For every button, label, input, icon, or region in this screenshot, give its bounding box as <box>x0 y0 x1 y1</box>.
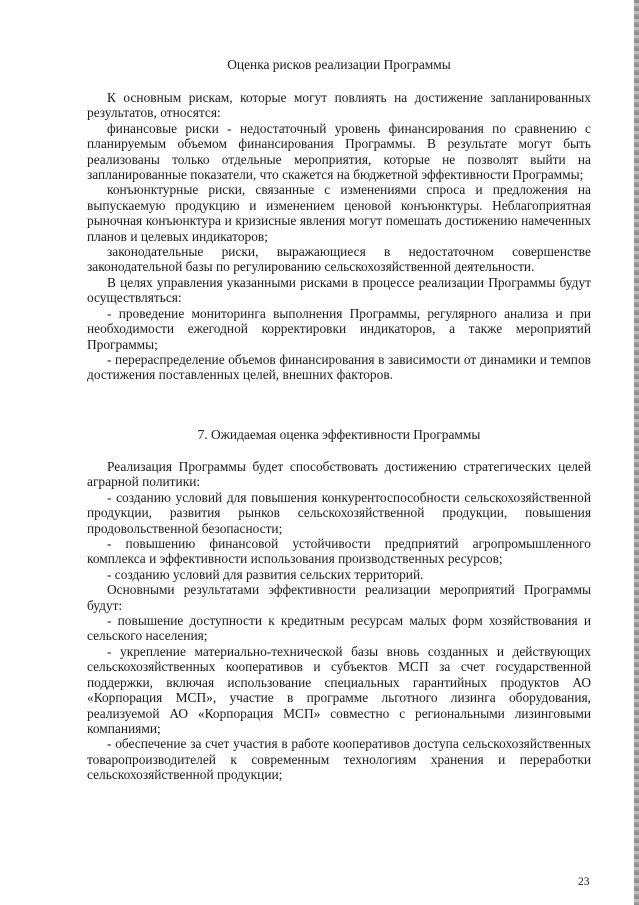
section-title-efficiency: 7. Ожидаемая оценка эффективности Программы <box>197 427 481 442</box>
list-item: - обеспечение за счет участия в работе кооперативов доступа сельскохозяйственных товаропроизводителей к современным технологиям хранения и переработки сельскохозяйственной продукции; <box>87 736 591 783</box>
paragraph: В целях управления указанными рисками в процессе реализации Программы будут осуществляться: <box>87 274 591 306</box>
section-title-risks: Оценка рисков реализации Программы <box>227 57 451 72</box>
list-item: - повышению финансовой устойчивости предприятий агропромышленного комплекса и эффективности использования производственных ресурсов; <box>87 536 591 567</box>
list-item: - повышение доступности к кредитным ресурсам малых форм хозяйствования и сельского населения; <box>87 613 591 644</box>
scan-edge <box>634 0 639 905</box>
efficiency-section-body <box>87 459 591 783</box>
list-item: - проведение мониторинга выполнения Программы, регулярного анализа и при необходимости ежегодной корректировки индикаторов, а также мероприятий Программы; <box>87 305 591 352</box>
paragraph: Основными результатами эффективности реализации мероприятий Программы будут: <box>87 582 591 613</box>
list-item: - перераспределение объемов финансирования в зависимости от динамики и темпов достижения поставленных целей, внешних факторов. <box>87 351 591 383</box>
paragraph: Реализация Программы будет способствовать достижению стратегических целей аграрной политики: <box>87 459 591 490</box>
paragraph: законодательные риски, выражающиеся в недостаточном совершенстве законодательной базы по регулированию сельскохозяйственной деятельности. <box>87 244 591 275</box>
list-item: - укрепление материально-технической базы вновь созданных и действующих сельскохозяйственных кооперативов и субъектов МСП за счет государственной поддержки, включая использование специальных гарантийных продуктов АО «Корпорация МСП», участие в программе льготного лизинга оборудования, реализуемой АО «Корпорация МСП» совместно с региональными лизинговыми компаниями; <box>87 643 591 736</box>
page-number: 23 <box>578 876 590 888</box>
paragraph: финансовые риски - недостаточный уровень финансирования по сравнению с планируемым объемом финансирования Программы. В результате могут быть реализованы только отдельные мероприятия, которые не позволят выйти на запланированные показатели, что скажется на бюджетной эффективности Программы; <box>87 120 591 183</box>
paragraph: К основным рискам, которые могут повлиять на достижение запланированных результатов, относятся: <box>87 90 591 121</box>
list-item: - созданию условий для развития сельских территорий. <box>107 566 424 582</box>
paragraph: конъюнктурные риски, связанные с изменениями спроса и предложения на выпускаемую продукцию и изменением ценовой конъюнктуры. Неблагоприятная рыночная конъюнктура и кризисные явления могут помешать достижению намеченных планов и целевых индикаторов; <box>87 182 591 244</box>
list-item: - созданию условий для повышения конкурентоспособности сельскохозяйственной продукции, развития рынков сельскохозяйственной продукции, повышения продовольственной безопасности; <box>87 489 591 536</box>
risks-section-body <box>87 90 591 383</box>
